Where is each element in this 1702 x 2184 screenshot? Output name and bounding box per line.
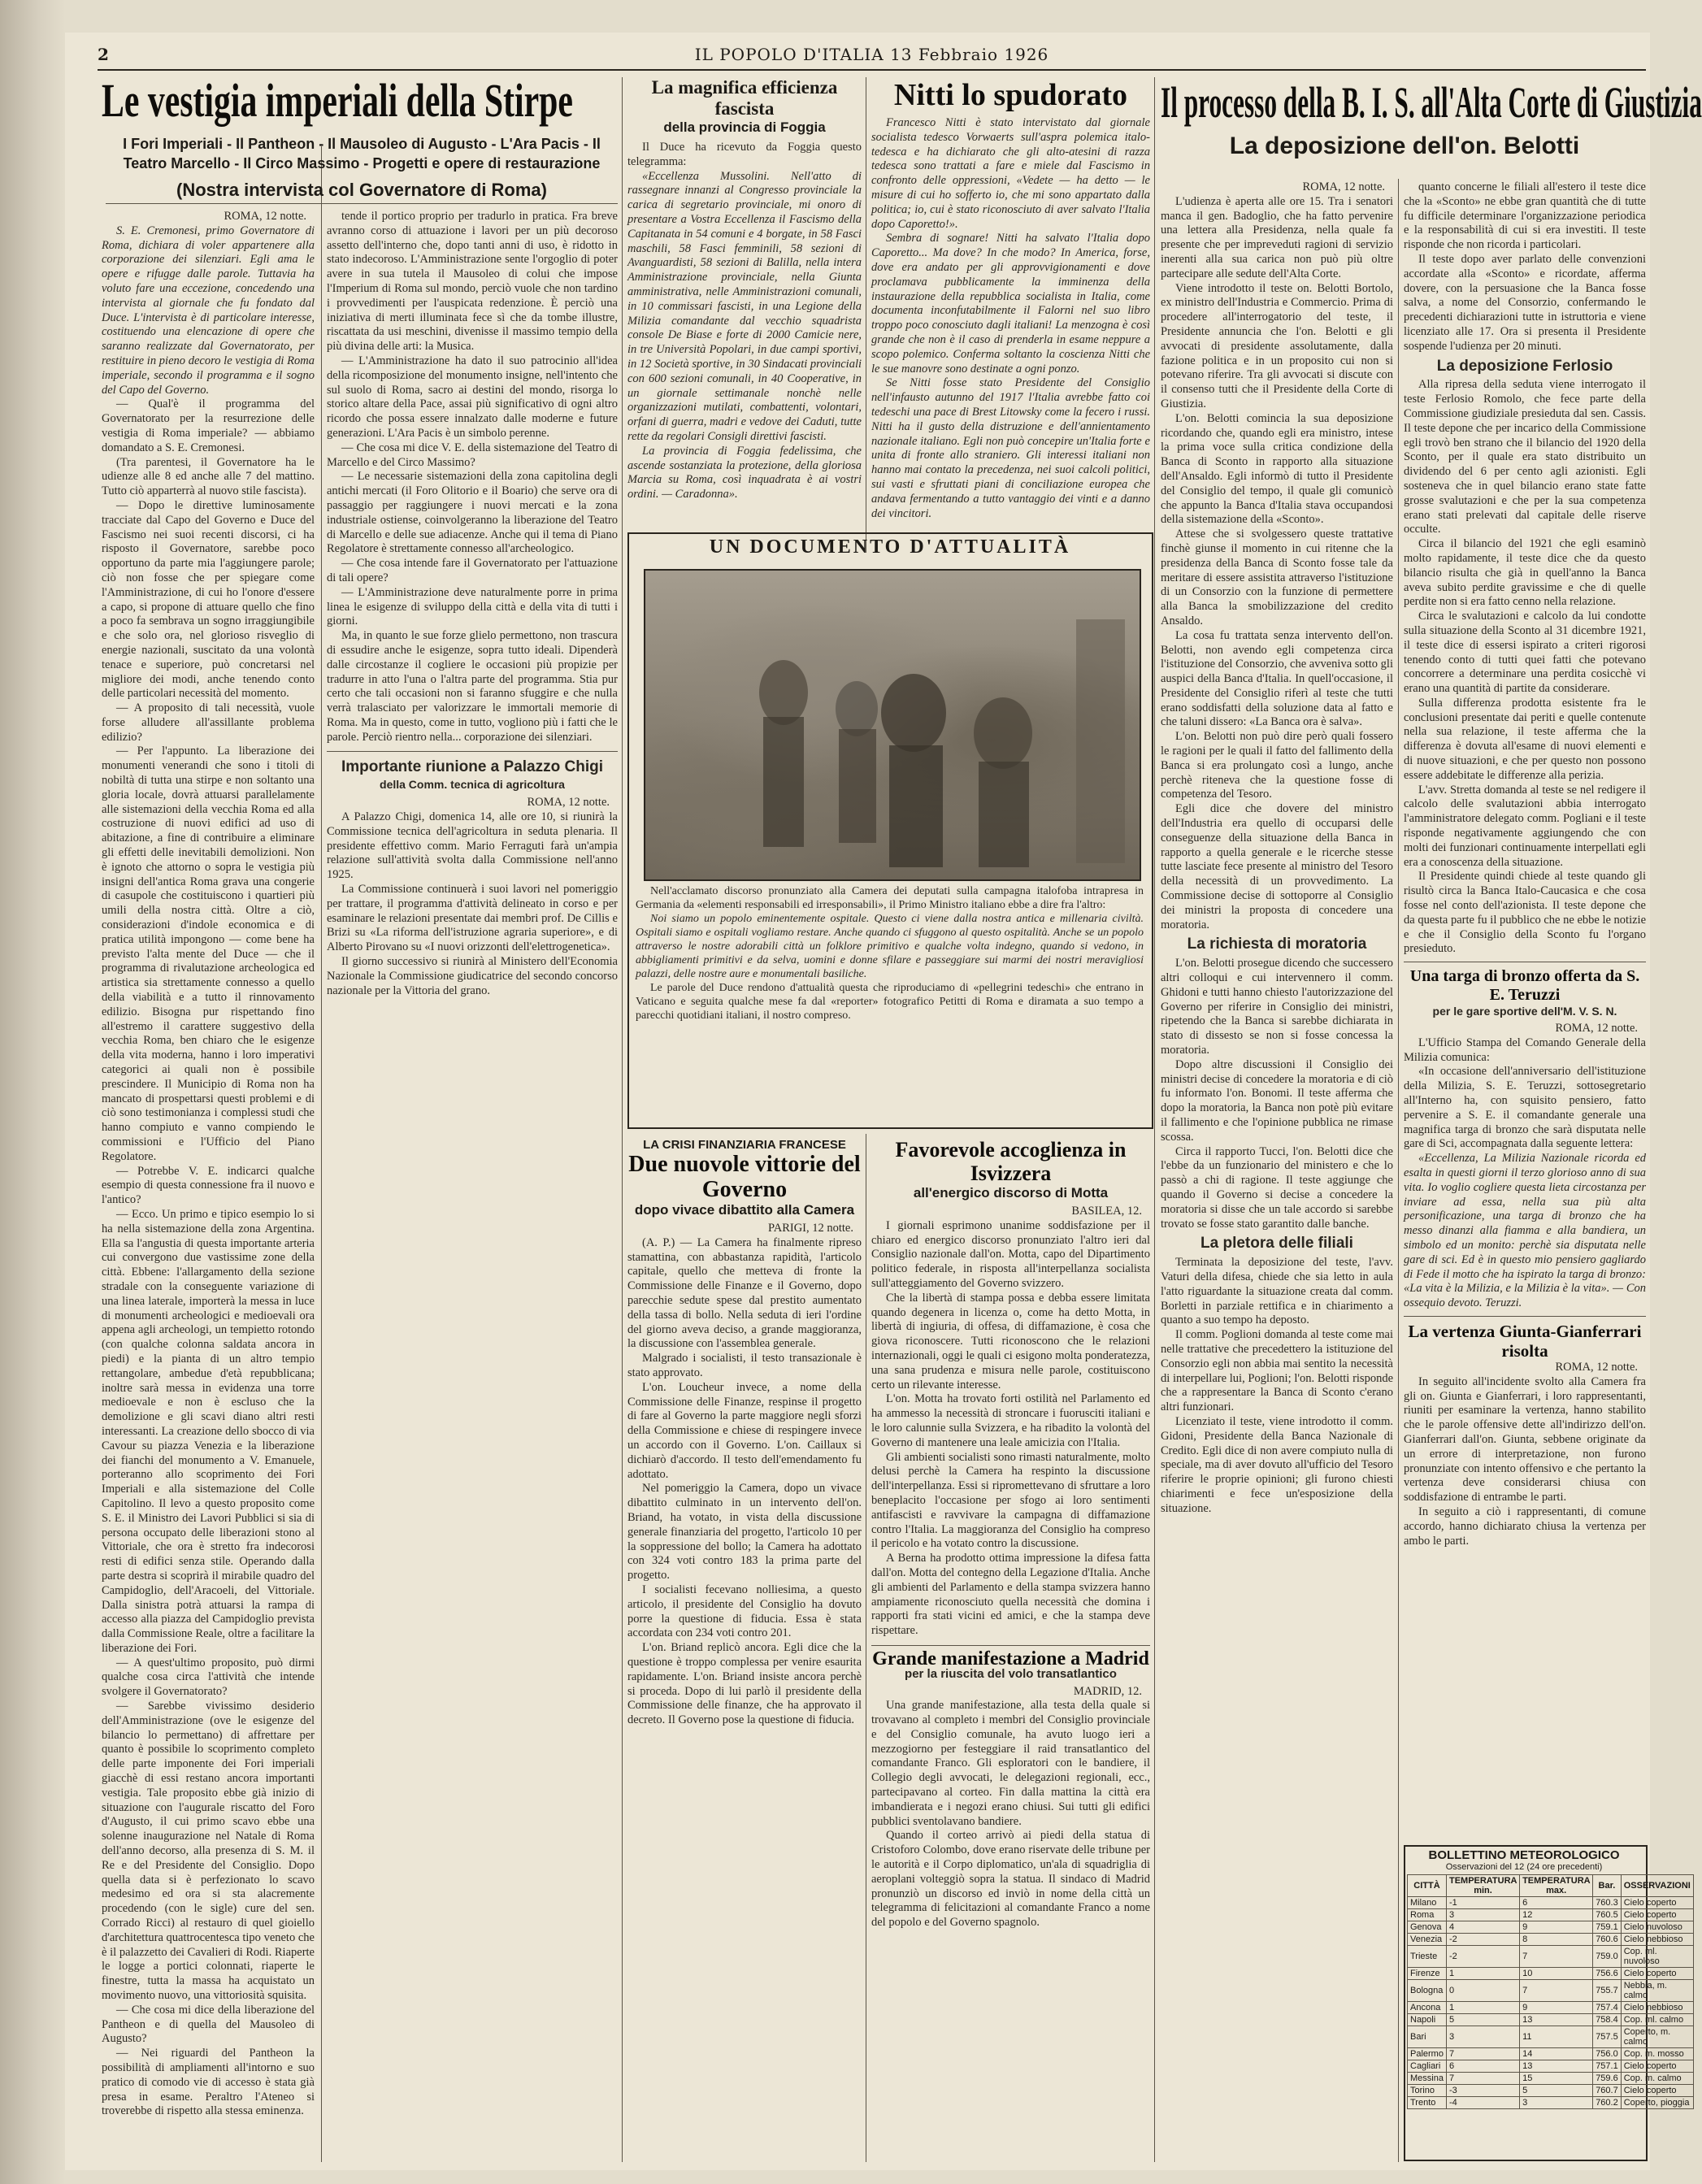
meteo-cell: 13 xyxy=(1520,2060,1593,2073)
paragraph: — Che cosa mi dice V. E. della sistemazione del Teatro di Marcello e del Circo Massimo? xyxy=(327,441,618,469)
meteo-title: BOLLETTINO METEOROLOGICO xyxy=(1428,1848,1620,1862)
meteo-cell: 3 xyxy=(1446,1909,1519,1921)
meteo-cell: 7 xyxy=(1446,2073,1519,2085)
meteo-table xyxy=(1407,1874,1694,2109)
paragraph: Il Duce ha ricevuto da Foggia questo telegramma: xyxy=(627,141,862,168)
vestigia-header xyxy=(102,73,622,228)
masthead-title: IL POPOLO D'ITALIA 13 Febbraio 1926 xyxy=(694,45,1049,64)
meteo-cell: -2 xyxy=(1446,1934,1519,1946)
meteo-row xyxy=(1408,1909,1694,1921)
paragraph: Viene introdotto il teste on. Belotti Bortolo, ex ministro dell'Industria e Commercio. Prima di procedere all'interrogatorio del teste, il Presidente annuncia che l'on. Belotti e gli avvocati di presidente assolutamente, dalla fazione politica e in un proposito cui non si potevano riferire. Tra gli avvocati si discute con il consenso tutti che il Presidente della Corte di Giustizia. xyxy=(1161,281,1393,410)
paragraph: — Che cosa mi dice della liberazione del Pantheon e di quella del Mausoleo di Augusto? xyxy=(102,2003,315,2046)
meteo-cell: Cielo nebbioso xyxy=(1621,2002,1693,2014)
paragraph: Attese che si svolgessero queste trattative finchè giunse il momento in cui ritenne che la presidenza della Banca di Sconto fosse tale da meritare di essere assistita attraverso l'istituzione di un Consorzio con la funzione di permettere alla Banca la smobilizzazione del credito Ansaldo. xyxy=(1161,528,1393,627)
paragraph: L'udienza è aperta alle ore 15. Tra i senatori manca il gen. Badoglio, che ha fatto pervenire una lettera alla Presidenza, nella quale fa presente che per impreveduti ragioni di servizio inerenti alla sua carica non può più oltre partecipare alle sedute dell'Alta Corte. xyxy=(1161,194,1393,280)
meteo-cell: 12 xyxy=(1520,1909,1593,1921)
meteo-cell: 759.1 xyxy=(1593,1921,1622,1934)
meteo-cell: Cop. ml. nuvoloso xyxy=(1621,1946,1693,1968)
dateline: ROMA, 12 notte. xyxy=(1555,1360,1638,1374)
meteo-cell: Roma xyxy=(1408,1909,1447,1921)
meteo-cell: Ancona xyxy=(1408,2002,1447,2014)
paragraph: Circa il bilancio del 1921 che egli esaminò molto rapidamente, il teste dice che da questo bilancio risulta che già in quell'anno la Banca aveva subito perdite gravissime e che di quelle perdite non si era fatto cenno nella relazione. xyxy=(1404,537,1646,609)
photo-figures xyxy=(645,571,1140,879)
bis-header xyxy=(1161,77,1702,179)
paragraph: I socialisti fecevano nolliesima, a questo articolo, il presidente del Consiglio ha dovuto porre la questione di fiducia. Essa è stata accordata con 234 voti contro 201. xyxy=(627,1583,862,1640)
meteo-cell: 6 xyxy=(1520,1897,1593,1909)
svizzera-article xyxy=(871,1138,1150,2162)
meteo-cell: Cagliari xyxy=(1408,2060,1447,2073)
dateline: ROMA, 12 notte. xyxy=(1302,180,1385,193)
meteo-cell: 757.4 xyxy=(1593,2002,1622,2014)
paragraph: — Per l'appunto. La liberazione dei monumenti venerandi che sono i titoli di nobiltà di tutta una stirpe e non soltanto una gloria locale, dovrà attuarsi parallelamente alle sistemazioni della vecchia Roma ed alla costruzione di nuovi edifici ad uso di abitazione, a fine di contribuire a eliminare gli effetti delle inevitabili demolizioni. Non è ignoto che attorno o sopra le vestigia più insigni dell'antica Roma grava una congerie di casupole che costituiscono i quartieri più umili della nostra città. Oltre a ciò, considerazioni d'indole economica e di pratica utilità impongono — come bene ha previsto l'alta mente del Duce — che il programma di rivalutazione archeologica ed artistica sia strettamente connesso a quello della viabilità e a tutto il rinnovamento edilizio. Bisogna pur rispettando fino all'estremo il carattere suggestivo della vecchia Roma, ben chiaro che le esigenze della vita moderna, hanno i loro imperativi categorici ai quali non è possibile prescindere. Il Municipio di Roma non ha mancato di prospettarsi questi problemi e di ciò sono testimonianza i complessi studi che hanno compiuto e vanno compiendo le commissioni e l'Ufficio del Piano Regolatore. xyxy=(102,745,315,1163)
meteo-cell: 0 xyxy=(1446,1980,1519,2002)
dateline: ROMA, 12 notte. xyxy=(1555,1022,1638,1036)
meteo-cell: Firenze xyxy=(1408,1968,1447,1980)
paragraph: In seguito all'incidente svolto alla Camera fra gli on. Giunta e Gianferrari, i loro rappresentanti, riuniti per esaminare la vertenza, hanno stabilito che le parole offensive dette all'indirizzo dell'on. Gianferrari dall'on. Giunta, sebbene originate da un errore di interpretazione, non furono pronunziate con intento offensivo e che pertanto la vertenza deve considerarsi chiusa con soddisfazione di entrambe le parti. xyxy=(1404,1374,1646,1504)
meteo-cell: 5 xyxy=(1446,2014,1519,2026)
paragraph: L'avv. Stretta domanda al teste se nel redigere il calcolo delle svalutazioni abbia interrogato l'amministratore delegato comm. Pogliani e il teste risponde negativamente aggiungendo che con molti dei funzionari continuamente interpellati egli era a conoscenza della situazione. xyxy=(1404,783,1646,869)
meteo-cell: Cop. m. mosso xyxy=(1621,2048,1693,2060)
meteo-cell: 7 xyxy=(1520,1946,1593,1968)
meteo-cell: 11 xyxy=(1520,2026,1593,2048)
meteo-cell: Coperto, pioggia xyxy=(1621,2097,1693,2109)
photo-heading: UN DOCUMENTO D'ATTUALITÀ xyxy=(709,536,1071,558)
vestigia-deck: (Nostra intervista col Governatore di Roma) xyxy=(176,180,547,200)
meteo-cell: 13 xyxy=(1520,2014,1593,2026)
paragraph: Sulla differenza prodotta esistente fra le conclusioni presentate dai periti e quelle contenute nella sua relazione, il teste afferma che la differenza è dovuta all'esame di nuovi elementi e di nuove situazioni, e che per questo non possono essere addebitate le differenze alla perizia. xyxy=(1404,696,1646,782)
paragraph: Sembra di sognare! Nitti ha salvato l'Italia dopo Caporetto... Ma dove? In che modo? In America, forse, dove era andato per gli approvvigionamenti e dove proclamava pubblicamente la imminenza della instaurazione della repubblica socialista in Italia, come documenta inconfutabilmente il Falorni nel suo libro troppo poco conosciuto dagli italiani! La menzogna è così grande che non è il caso di prenderla in esame neppure a scopo polemico. Conferma soltanto la coscienza Nitti che le sue manovre sono destinate a ogni ponzo. xyxy=(871,232,1150,376)
paragraph: «In occasione dell'anniversario dell'istituzione della Milizia, S. E. Teruzzi, sottosegretario all'Interno ha, con squisito pensiero, fatto pervenire a S. E. il comandante generale una magnifica targa di bronzo che sarà disputata nelle gare di Sci, accompagnata dalla seguente lettera: xyxy=(1404,1065,1646,1151)
masthead xyxy=(98,45,1646,71)
meteo-cell: Messina xyxy=(1408,2073,1447,2085)
column-rule xyxy=(622,77,623,2162)
paragraph: — Qual'è il programma del Governatorato per la resurrezione delle vestigia di Roma imperiale? — abbiamo domandato a S. E. Cremonesi. xyxy=(102,397,315,454)
paragraph: Circa il rapporto Tucci, l'on. Belotti dice che l'ebbe da un funzionario del ministero e che lo passò a chi di ragione. Il teste aggiunge che quando il Governo si decise a concedere la moratoria si disse che un tale accordo si sarebbe trovato se fosse stato garantito dalle banche. xyxy=(1161,1144,1393,1231)
column-rule xyxy=(1154,77,1155,2162)
paragraph: Che la libertà di stampa possa e debba essere limitata quando degenera in licenza o, come ha detto Motta, in libertà di ingiuria, di offesa, di diffamazione, è cosa che giova riconoscere. Tutti riconoscono che le relazioni internazionali, oggi le quali ci esigono molta ponderatezza, una sana prudenza e misura nelle parole, costituiscono certo un rilevante interesse. xyxy=(871,1291,1150,1392)
paragraph: «Eccellenza, La Milizia Nazionale ricorda ed esalta in questi giorni il terzo glorioso anno di sua vita. Io voglio cogliere questa lieta circostanza per inviare ad essa, nella sua più alta personificazione, una targa di bronzo che ha messo dinanzi alla fiamma e alla bandiera, un simbolo ed un monito: perchè sia disputata nelle gare di sci. Ed è in questo mio pensiero gagliardo di Fede il motto che ha ispirato la targa di bronzo: «La vita è la Milizia, e la Milizia è la vita». — Con ossequio devoto. Teruzzi. xyxy=(1404,1152,1646,1310)
meteo-cell: Bologna xyxy=(1408,1980,1447,2002)
meteo-body xyxy=(1408,1897,1694,2109)
meteo-cell: 10 xyxy=(1520,1968,1593,1980)
paragraph: Il teste dopo aver parlato delle convenzioni accordate alla «Sconto» e ricordate, afferma dovere, con la persuasione che la Banca fosse salva, a nome del Consorzio, confermando le precedenti dichiarazioni tutte in istruttoria e viene licenziato alle 17. Ora si presenta il Presidente sospende l'udienza per 20 minuti. xyxy=(1404,252,1646,353)
meteo-row xyxy=(1408,1968,1694,1980)
meteo-cell: Torino xyxy=(1408,2085,1447,2097)
meteo-cell: 7 xyxy=(1446,2048,1519,2060)
paragraph: — L'Amministrazione deve naturalmente porre in prima linea le esigenze di sviluppo della città e della vita di tutti i giorni. xyxy=(327,585,618,628)
dateline: ROMA, 12 notte. xyxy=(527,796,610,810)
paragraph: (Tra parentesi, il Governatore ha le udienze alle 8 ed anche alle 7 del mattino. Tutto ciò apparterrà al nuovo stile fascista). xyxy=(102,455,315,498)
meteo-cell: Palermo xyxy=(1408,2048,1447,2060)
nitti-article xyxy=(871,77,1150,557)
meteo-header-cell: TEMPERATURA min. xyxy=(1446,1875,1519,1897)
meteo-row xyxy=(1408,2073,1694,2085)
meteo-row xyxy=(1408,1921,1694,1934)
caption-quote: Noi siamo un popolo eminentemente ospitale. Questo ci viene dalla nostra antica e millenaria civiltà. Ospitali siamo e ospitali vogliamo restare. Anche quando ci sfuggono al questo ospitalità. Anche se un popolo attraverso le nostre adorabili città un folklore primitivo e qualche volta indegno, quando si vedono, in abbigliamenti primitivi e da selva, uomini e donne sfilare e passeggiare sui marmi dei nostri meravigliosi palazzi, delle nostre aure e monumentali basiliche. xyxy=(636,913,1144,980)
meteo-cell: 756.6 xyxy=(1593,1968,1622,1980)
column-rule xyxy=(1398,179,1399,2162)
meteo-cell: Milano xyxy=(1408,1897,1447,1909)
meteo-cell: 757.5 xyxy=(1593,2026,1622,2048)
paragraph: — A proposito di tali necessità, vuole forse alludere all'assillante problema edilizio? xyxy=(102,701,315,744)
pilgrims-photo xyxy=(644,569,1141,881)
paragraph: L'on. Belotti prosegue dicendo che successero altri colloqui e cui intervennero il comm. Ghidoni e tutti hanno chiesto l'autorizzazione del Governo per riferire in Consiglio dei ministri, ripetendo che la Banca si sarebbe dichiarata in stato di dissesto se non si fosse concessa la moratoria. xyxy=(1161,957,1393,1057)
meteo-cell: Cielo coperto xyxy=(1621,2060,1693,2073)
meteo-cell: 8 xyxy=(1520,1934,1593,1946)
meteo-cell: 760.2 xyxy=(1593,2097,1622,2109)
meteo-cell: 9 xyxy=(1520,1921,1593,1934)
meteo-cell: Cielo coperto xyxy=(1621,1897,1693,1909)
paragraph: Nel pomeriggio la Camera, dopo un vivace dibattito culminato in un intervento dell'on. Briand, ha votato, in vista della discussione generale finanziaria del progetto, l'articolo 10 per la soppressione del bollo; la Camera ha adottato con 324 voti contro 183 la prima parte del progetto. xyxy=(627,1482,862,1583)
right-column xyxy=(1404,180,1646,1839)
meteo-cell: 759.6 xyxy=(1593,2073,1622,2085)
paragraph: L'on. Belotti comincia la sua deposizione ricordando che, quando egli era ministro, intese la prima voce sulla critica condizione della Banca di Sconto in rapporto alla situazione dell'Ansaldo. Egli informò di tutto il Presidente del Consiglio del tempo, il quale gli comunicò che appunto la Banca d'Italia stava occupandosi della sistemazione della «Sconto». xyxy=(1161,411,1393,527)
meteo-cell: 3 xyxy=(1520,2097,1593,2109)
paragraph: Una grande manifestazione, alla testa della quale si trovavano al completo i membri del Consiglio provinciale e del Consiglio comunale, ha avuto luogo ieri a mezzogiorno per festeggiare il raid transatlantico del comandante Franco. Gli esploratori con le bandiere, il Collegio degli avvocati, le delegazioni regionali, ecc., partecipavano al corteo. Fin dalla mattina la città era imbandierata e i negozi erano chiusi. Sui tutti gli edifici pubblici sventolavano bandiere. xyxy=(871,1699,1150,1828)
column-rule xyxy=(321,146,322,2162)
chigi-headline: Importante riunione a Palazzo Chigi xyxy=(341,758,603,776)
paragraph: A Berna ha prodotto ottima impressione la difesa fatta dall'on. Motta del contegno della Legazione d'Italia. Anche gli ambienti del Parlamento e della stampa svizzera hanno ampiamente riconosciuto quella necessità che domina i rapporti fra stati vicini ed amici, e che la stampa deve rispettare. xyxy=(871,1552,1150,1638)
paragraph: Circa le svalutazioni e calcolo da lui condotte sulla situazione della Sconto al 31 dicembre 1921, il teste dice di essersi ispirato a criteri rigorosi tenendo conto di tutti quei fatti che potevano concorrere a determinare una perdita cosicchè vi erano una quantità di partite da considerare. xyxy=(1404,610,1646,696)
francia-article xyxy=(627,1138,862,2162)
binding-shadow xyxy=(0,0,65,2184)
caption-paragraph: Le parole del Duce rendono d'attualità questa che riproduciamo di «pellegrini tedeschi» che entrano in Vaticano e seguita qualche mese fa dal «reporter» fotografico Petitti di Roma e diramata a suo tempo a parecchi quotidiani italiani, il nostro compreso. xyxy=(636,982,1144,1022)
meteo-cell: 760.3 xyxy=(1593,1897,1622,1909)
meteo-cell: 1 xyxy=(1446,1968,1519,1980)
meteo-cell: 9 xyxy=(1520,2002,1593,2014)
meteo-cell: 7 xyxy=(1520,1980,1593,2002)
filiali-heading: La pletora delle filiali xyxy=(1201,1235,1353,1253)
vestigia-column-1 xyxy=(102,210,315,2160)
separator xyxy=(327,751,618,752)
paragraph: — Dopo le direttive luminosamente tracciate dal Capo del Governo e Duce del Fascismo nei suoi recenti discorsi, ci ha risposto il Governatore, sarebbe poco opportuno da parte mia l'aggiungere parole; ciò non fosse che per spiegare come l'Amministrazione, di cui ho l'onore d'essere a capo, si propone di attuare quello che fino a poco fa sembrava un sogno irraggiungibile e che solo ora, nel glorioso risveglio di energie nazionali, suscitato da una volontà tenace e superiore, può concretarsi nel migliore dei modi, anche tenendo conto delle particolari necessità del momento. xyxy=(102,498,315,701)
paragraph: L'on. Loucheur invece, a nome della Commissione delle Finanze, respinse il progetto di fare al Governo la parte maggiore negli sforzi della Commissione e chiese di respingere invece un accordo con il Governo. L'on. Caillaux si dichiarò d'accordo. Il testo dell'emendamento fu adottato. xyxy=(627,1380,862,1481)
meteo-cell: 3 xyxy=(1446,2026,1519,2048)
paragraph: Se Nitti fosse stato Presidente del Consiglio nell'infausto autunno del 1917 l'Italia avrebbe fatto coi tedeschi una pace di Brest Litowsky come la fecero i russi. Nitti ha il gusto della distruzione e dell'annientamento nazionale italiano. Egli non può concepire un'Italia forte e unita di fronte allo straniero. Gli interessi italiani non hanno mai contato la precedenza, nei suoi calcoli politici, sui vasti e sfruttati piani di conciliazione europea che andava fermentando a tutto vantaggio dei vinti e a danno dei vincitori. xyxy=(871,376,1150,520)
paragraph: — Sarebbe vivissimo desiderio dell'Amministrazione (ove le esigenze del bilancio lo permettano) di affrettare per quanto è possibile lo scoprimento completo delle parte imponente dei Fori imperiali giacchè di essi restano ancora importanti vestigia. Tale proposito ebbe già inizio di situazione con l'augurale riscatto del Foro d'Augusto, il cui primo scavo ebbe una solenne inaugurazione nel Natale di Roma dell'anno decorso, alla presenza di S. M. il Re e del Presidente del Consiglio. Dopo quella data si è perfezionato lo scavo medesimo ed ora si sta alacremente procedendo (con le sigle) cure del sen. Corrado Ricci) al restauro di quel gioiello d'architettura quattrocentesca tipo veneto che è il palazzetto dei Cavalieri di Rodi. Riaperte le logge a portici colonnati, riaperte le finestre, tutta la massa ha acquistato un movimento nuovo, una vittoriosità squisita. xyxy=(102,1700,315,2003)
meteo-cell: Cop. ml. calmo xyxy=(1621,2014,1693,2026)
foggia-headline: La magnifica efficienza fascista xyxy=(651,77,838,119)
paragraph: — L'Amministrazione ha dato il suo patrocinio all'idea della ricomposizione del monumento insigne, nell'intento che sul suolo di Roma, sacro ai destini del mondo, risorga lo storico altare della Pace, assai più significativo di ogni altro ricordo che possa essere innalzato dalle moderne e future generazioni. L'Ara Pacis è un simbolo perenne. xyxy=(327,354,618,440)
vestigia-subheadline: I Fori Imperiali - Il Pantheon - Il Mausoleo di Augusto - L'Ara Pacis - Il Teatro Marcello - Il Circo Massimo - Progetti e opere di restaurazione xyxy=(123,136,601,172)
meteo-subtitle: Osservazioni del 12 (24 ore precedenti) xyxy=(1445,1862,1603,1872)
paragraph: Terminata la deposizione del teste, l'avv. Vaturi della difesa, chiede che sia letto in aula l'atto riguardante la situazione creata dal comm. Borletti in parziale rettifica e in chiarimento a quanto a suo tempo ha deposto. xyxy=(1161,1256,1393,1327)
dateline: MADRID, 12. xyxy=(1073,1684,1142,1698)
paragraph: Il comm. Poglioni domanda al teste come mai nelle trattative che precedettero la istituzione del Consorzio egli non abbia mai sentito la necessità di interpellare lui, Poglioni; l'on. Belotti risponde che a rappresentare la Banca di Sconto c'erano altri funzionari. xyxy=(1161,1328,1393,1414)
meteo-cell: Cielo coperto xyxy=(1621,1909,1693,1921)
meteo-cell: -3 xyxy=(1446,2085,1519,2097)
bis-subheadline: La deposizione dell'on. Belotti xyxy=(1229,132,1580,159)
meteo-cell: 757.1 xyxy=(1593,2060,1622,2073)
meteo-header-cell: CITTÀ xyxy=(1408,1875,1447,1897)
paragraph: In seguito a ciò i rappresentanti, di comune accordo, hanno dichiarato chiusa la vertenza per ambo le parti. xyxy=(1404,1504,1646,1548)
paragraph: Dopo altre discussioni il Consiglio dei ministri decise di concedere la moratoria e di ciò fu informato l'on. Bonomi. Il teste afferma che dopo la moratoria, la Banca non potè più evitare il fallimento e che l'opinione pubblica ne rimase scossa. xyxy=(1161,1057,1393,1144)
meteo-cell: 14 xyxy=(1520,2048,1593,2060)
paragraph: L'on. Belotti non può dire però quali fossero le ragioni per le quali il fatto del fallimento della Banca si era prolungato così a lungo, anche perchè riteneva che la questione fosse di competenza del Tesoro. xyxy=(1161,730,1393,801)
paragraph: — A quest'ultimo proposito, può dirmi qualche cosa circa l'attività che intende svolgere il Governatorato? xyxy=(102,1656,315,1699)
paragraph: (A. P.) — La Camera ha finalmente ripreso stamattina, con abbastanza rapidità, l'articolo capitale, quello che metteva di fronte la Commissione delle Finanze e il Governo, dopo parecchie sedute spese dal prestito aumentato della tassa di bollo. Nella seduta di ieri l'ordine del giorno aveva deciso, a grande maggioranza, la discussione con l'assemblea generale. xyxy=(627,1235,862,1351)
francia-kicker: LA CRISI FINANZIARIA FRANCESE xyxy=(643,1138,846,1152)
caption-paragraph: Nell'acclamato discorso pronunziato alla Camera dei deputati sulla campagna italofoba intrapresa in Germania da «elementi responsabili ed irresponsabili», il Primo Ministro italiano ebbe a dire fra l'altro: xyxy=(636,885,1144,911)
paragraph: L'on. Motta ha trovato forti ostilità nel Parlamento ed ha ammesso la necessità di stroncare i fuorusciti italiani e le loro calunnie sulla Svizzera, e ha ribadito la volontà del Governo di mantenere una leale amicizia con l'Italia. xyxy=(871,1392,1150,1449)
madrid-headline: Grande manifestazione a Madrid xyxy=(872,1648,1149,1669)
meteo-row xyxy=(1408,1980,1694,2002)
meteo-cell: -1 xyxy=(1446,1897,1519,1909)
vestigia-headline: Le vestigia imperiali della Stirpe xyxy=(102,74,573,127)
foggia-subheadline: della provincia di Foggia xyxy=(663,119,826,135)
paragraph: — Nei riguardi del Pantheon la possibilità di ampliamenti all'intorno e suo pratico di comodo vie di accesso è stata già presa in esame. Peraltro l'Ateneo si troverebbe di rispetto alla stessa eminenza. xyxy=(102,2047,315,2118)
bis-column xyxy=(1161,180,1393,2160)
separator xyxy=(871,1645,1150,1646)
meteo-row xyxy=(1408,2026,1694,2048)
svizzera-headline: Favorevole accoglienza in Isvizzera xyxy=(895,1138,1127,1185)
meteo-header-cell: TEMPERATURA max. xyxy=(1520,1875,1593,1897)
paragraph: Ma, in quanto le sue forze glielo permettono, non trascura di essudire anche le esigenze, sopra tutto ideali. Dipenderà dalle circostanze il cogliere le occasioni più propizie per tradurre in atto l'una o l'altra parte del programma. Stia pur certo che tali occasioni non si faranno sfuggire e che nulla verrà tralasciato per valorizzare le immortali memorie di Roma. Ma in questo, come in tutto, vogliono più i fatti che le parole. Perciò rientro nella... corporazione dei silenziari. xyxy=(327,629,618,744)
nitti-headline: Nitti lo spudorato xyxy=(893,78,1128,112)
paragraph: La Commissione continuerà i suoi lavori nel pomeriggio per trattare, il programma d'attività delineato in corso e per esaminare le relazioni presentate dai membri prof. De Cillis e Brizi su «La riforma dell'istruzione agraria superiore», e di Alberto Pirovano su «I nuovi orizzonti dell'elettrogenetica». xyxy=(327,883,618,954)
meteo-cell: Cop. m. calmo xyxy=(1621,2073,1693,2085)
meteo-cell: Nebbia, m. calmo xyxy=(1621,1980,1693,2002)
ferlosio-heading: La deposizione Ferlosio xyxy=(1436,357,1613,375)
paragraph: — Le necessarie sistemazioni della zona capitolina degli antichi mercati (il Foro Olitorio e il Boario) che serve ora di passaggio per raggiungere i nuovi mercati e la zona industriale ostiense, coinvolgeranno la liberazione del Teatro di Marcello e delle sue adiacenze. Anche qui il tema di Piano Regolatore è strettamente connesso all'archeologico. xyxy=(327,470,618,556)
paragraph: — Ecco. Un primo e tipico esempio lo si ha nella sistemazione della zona Argentina. Ella sa l'angustia di questa importante arteria cui convergono due vastissime zone della città. Ebbene: l'allargamento della sezione stradale con la conseguente variazione di una linea laterale, importerà la messa in luce di monumenti archeologici e medioevali ora appena agli archeologi, un tempietto rotondo (con qualche colonna saldata ancora in piedi) e la pianta di un altro tempio rettangolare, ambedue d'età repubblicana; inoltre sarà messa in evidenza una torre medioevale e non è escluso che la demolizione e gli scavi diano altri resti interessanti. La creazione dello sbocco di via Cavour su piazza Venezia e la liberazione dei fianchi del monumento a V. Emanuele, porteranno allo scoprimento dei Fori Imperiali e alla sistemazione del Colle Capitolino. Il levo a questo proposito come S. E. il Ministro dei Lavori Pubblici si sia di persona occupato delle liberazioni stono al Vittoriale, che ora è stretto fra indecorosi resti di edifici senza stile. Operando dalla parte destra si scoprirà il mirabile quadro del Campidoglio, dell'Aracoeli, del Vittoriale. Dalla sinistra potrà attuarsi la rampa di accesso alla piazza del Campidoglio prevista dalla Commissione Reale, oltre a facilitare la liberazione dei Fori. xyxy=(102,1207,315,1655)
meteo-cell: 760.7 xyxy=(1593,2085,1622,2097)
moratoria-heading: La richiesta di moratoria xyxy=(1187,936,1367,953)
vertenza-headline: La vertenza Giunta-Gianferrari risolta xyxy=(1408,1321,1642,1361)
foggia-article xyxy=(627,77,862,557)
meteo-cell: Venezia xyxy=(1408,1934,1447,1946)
madrid-subheadline: per la riuscita del volo transatlantico xyxy=(905,1666,1117,1681)
meteo-cell: Cielo nuvoloso xyxy=(1621,1921,1693,1934)
bis-headline: Il processo della B. I. S. all'Alta Corte di Giustizia xyxy=(1161,78,1702,127)
meteo-header-row xyxy=(1408,1875,1694,1897)
meteo-cell: Genova xyxy=(1408,1921,1447,1934)
meteo-cell: Trento xyxy=(1408,2097,1447,2109)
telegram: «Eccellenza Mussolini. Nell'atto di rassegnare innanzi al Congresso provinciale la carica di segretario provinciale, mi onoro di presentare a Vostra Eccellenza il Fascismo della Capitanata in 54 comuni e 4 borgate, in 58 Fasci maschili, 58 Fasci femminili, 58 sezioni di Avanguardisti, 58 sezioni di Balilla, nella intera Amministrazione provinciale, nella Giunta amministrativa, nelle Amministrazioni comunali, in 10 commissari fascisti, in una Legione della Milizia comandante dal vecchio squadrista console De Biase e forte di 2000 Camicie nere, in tre Università Popolari, in due campi sportivi, in 12 Società sportive, in 30 Sindacati provinciali con 600 sezioni comunali, in 40 Cooperative, in un giornale settimanale nonchè nelle organizzazioni mutilati, combattenti, volontari, orfani di guerra, madri e vedove dei Caduti, tutte rette da regolari Consigli direttivi fascisti. xyxy=(627,169,862,443)
paragraph: quanto concerne le filiali all'estero il teste dice che la «Sconto» ne ebbe gran quantità che di tutte fu difficile determinare l'organizzazione periodica e la responsabilità di cui si era investiti. Il teste risponde che non ricorda i particolari. xyxy=(1404,180,1646,252)
chigi-subheadline: della Comm. tecnica di agricoltura xyxy=(380,778,565,792)
meteo-header-cell: OSSERVAZIONI xyxy=(1621,1875,1693,1897)
dateline: ROMA, 12 notte. xyxy=(224,210,306,223)
telegram: La provincia di Foggia fedelissima, che ascende sostanziata la protezione, della gloriosa Marcia su Roma, così inquadrata è ai vostri ordini. — Caradonna». xyxy=(627,444,862,501)
meteo-cell: 760.5 xyxy=(1593,1909,1622,1921)
paragraph: Gli ambienti socialisti sono rimasti naturalmente, molto delusi perchè la Camera ha respinto la discussione dell'interpellanza. Essi si ripromettevano di sfruttare a loro beneplacito l'occasione per sfogo ai loro sentimenti antifascisti e ravvivare la campagna di diffamazione contro l'Italia. La maggioranza del Consiglio ha compreso il pericolo e ha votato contro la discussione. xyxy=(871,1450,1150,1551)
paragraph: Il giorno successivo si riunirà al Ministero dell'Economia Nazionale la Commissione giudicatrice del secondo concorso nazionale per la Vittoria del grano. xyxy=(327,955,618,997)
meteo-bulletin xyxy=(1407,1848,1691,2156)
paragraph: — Potrebbe V. E. indicarci qualche esempio di questa connessione fra il nuovo e l'antico? xyxy=(102,1164,315,1207)
meteo-cell: -2 xyxy=(1446,1946,1519,1968)
dateline: PARIGI, 12 notte. xyxy=(768,1222,853,1235)
paragraph: Francesco Nitti è stato intervistato dal giornale socialista tedesco Vorwaerts sull'aspra polemica italo-tedesca e ha dichiarato che gli alto-atesini di razza tedesca sono trattati a fare e miele dal Fascismo in confronto delle oppressioni, «Vedete — ha detto — le misure di cui ho sofferto io, che mi sono appartato dalla politica; io, cui è stato riconosciuto di aver salvato l'Italia dopo Caporetto!». xyxy=(871,116,1150,231)
meteo-cell: 759.0 xyxy=(1593,1946,1622,1968)
photo-caption xyxy=(636,884,1144,1124)
page-number: 2 xyxy=(98,45,109,64)
paragraph: A Palazzo Chigi, domenica 14, alle ore 10, si riunirà la Commissione tecnica dell'agricoltura in seduta plenaria. Il presidente effettivo comm. Mario Ferraguti farà un'ampia relazione sull'attività svolta dalla Commissione nell'anno 1925. xyxy=(327,810,618,882)
meteo-cell: Cielo nebbioso xyxy=(1621,1934,1693,1946)
meteo-cell: 4 xyxy=(1446,1921,1519,1934)
meteo-cell: 760.6 xyxy=(1593,1934,1622,1946)
meteo-cell: 1 xyxy=(1446,2002,1519,2014)
paragraph: — Che cosa intende fare il Governatorato per l'attuazione di tali opere? xyxy=(327,557,618,584)
paragraph: Quando il corteo arrivò ai piedi della statua di Cristoforo Colombo, dove erano riservate delle tribune per le autorità e il Corpo diplomatico, un'ala di squadriglia di aeroplani volteggiò sopra la statua. Il sindaco di Madrid pronunziò un discorso ed inviò in nome della città un telegramma di felicitazioni al comandante Franco a nome del popolo e del Governo spagnolo. xyxy=(871,1829,1150,1930)
meteo-cell: Cielo coperto xyxy=(1621,2085,1693,2097)
meteo-row xyxy=(1408,1934,1694,1946)
separator xyxy=(1404,1316,1646,1317)
meteo-cell: Napoli xyxy=(1408,2014,1447,2026)
francia-subheadline: dopo vivace dibattito alla Camera xyxy=(634,1202,855,1218)
meteo-row xyxy=(1408,1946,1694,1968)
meteo-row xyxy=(1408,1897,1694,1909)
paragraph: I giornali esprimono unanime soddisfazione per il chiaro ed energico discorso pronunziato l'altro ieri dal Consiglio nazionale dall'on. Motta, capo del Dipartimento politico federale, in risposta all'interpellanza socialista sull'atteggiamento del Governo svizzero. xyxy=(871,1218,1150,1290)
paragraph: Il Presidente quindi chiede al teste quando gli risultò circa la Banca Italo-Caucasica e che cosa fosse nel conto dell'azionista. Il teste depone che da questa parte fu il pubblico che ne ebbe le notizie e che il Consiglio della Sconto fu l'organo presieduto. xyxy=(1404,870,1646,956)
paragraph: Egli dice che dovere del ministro dell'Industria era quello di occuparsi delle conseguenze della situazione della Banca in rapporto a quella generale e le ricerche stesse tutte lasciate fece presente al ministro del Tesoro della necessità di un provvedimento. La Commissione decise di sottoporre al Consiglio dei ministri la proposta di concedere una moratoria. xyxy=(1161,802,1393,931)
meteo-row xyxy=(1408,2085,1694,2097)
meteo-cell: 5 xyxy=(1520,2085,1593,2097)
meteo-row xyxy=(1408,2014,1694,2026)
meteo-row xyxy=(1408,2002,1694,2014)
paragraph: L'Ufficio Stampa del Comando Generale della Milizia comunica: xyxy=(1404,1036,1646,1064)
vestigia-column-2 xyxy=(327,210,618,2160)
meteo-cell: Coperto, m. calmo xyxy=(1621,2026,1693,2048)
meteo-cell: Cielo coperto xyxy=(1621,1968,1693,1980)
targa-headline: Una targa di bronzo offerta da S. E. Teruzzi xyxy=(1409,967,1640,1005)
dateline: BASILEA, 12. xyxy=(1071,1205,1142,1218)
meteo-cell: 758.4 xyxy=(1593,2014,1622,2026)
svizzera-subheadline: all'energico discorso di Motta xyxy=(913,1185,1109,1201)
meteo-cell: -4 xyxy=(1446,2097,1519,2109)
meteo-header-cell: Bar. xyxy=(1593,1875,1622,1897)
meteo-cell: 6 xyxy=(1446,2060,1519,2073)
lede: S. E. Cremonesi, primo Governatore di Roma, dichiara di voler appartenere alla corporazione dei silenziari. Egli ama le opere e rifugge dalle parole. Tuttavia ha voluto fare una eccezione, concedendo una intervista al giornale che fu fondato dal Duce. L'intervista è di particolare interesse, costituendo una elencazione di opere che saranno realizzate dal Governatorato, per restituire in pieno decoro le vestigia di Roma imperiale, secondo il programma e il sogno del Capo del Governo. xyxy=(102,224,315,397)
meteo-row xyxy=(1408,2048,1694,2060)
meteo-cell: Bari xyxy=(1408,2026,1447,2048)
meteo-row xyxy=(1408,2060,1694,2073)
meteo-cell: Trieste xyxy=(1408,1946,1447,1968)
meteo-row xyxy=(1408,2097,1694,2109)
paragraph: Malgrado i socialisti, il testo transazionale è stato approvato. xyxy=(627,1352,862,1379)
paragraph: L'on. Briand replicò ancora. Egli dice che la questione è troppo complessa per venire esaurita rapidamente. L'on. Briand insiste ancora perchè si proceda. Dopo di lui parlò il presidente della Commissione delle finanze, che ha approvato il decreto. Il Governo pose la questione di fiducia. xyxy=(627,1641,862,1727)
separator xyxy=(106,203,618,204)
paragraph: tende il portico proprio per tradurlo in pratica. Fra breve avranno corso di attuazione i lavori per un più decoroso assetto dell'interno che, dopo tanti anni di uso, è ridotto in stato indecoroso. L'Amministrazione sente l'orgoglio di poter avere in sua tutela il Mausoleo di colui che impose l'Imperium di Roma sul mondo, perciò vuole che non tardino i provvedimenti per l'auspicata redenzione. È perciò una iniziativa di merti illuminata fece sì che da tombe illustre, riscattata da usi meschini, divenisse il massimo tempio della più divina delle arti: la Musica. xyxy=(327,210,618,354)
targa-subheadline: per le gare sportive dell'M. V. S. N. xyxy=(1432,1005,1617,1018)
meteo-cell: 15 xyxy=(1520,2073,1593,2085)
francia-headline: Due nuovole vittorie del Governo xyxy=(628,1152,861,1202)
paragraph: La cosa fu trattata senza intervento dell'on. Belotti, non avendo egli competenza circa l'istituzione del Consorzio, che avveniva sotto gli auspici della Banca d'Italia. In quell'occasione, il Presidente del Consiglio riferì al teste che tutti erano soddisfatti della soluzione data al fatto e che taluni dissero: «La Banca ora è salva». xyxy=(1161,628,1393,729)
photo-heading-box xyxy=(634,536,1146,569)
paragraph: Licenziato il teste, viene introdotto il comm. Gidoni, Presidente della Banca Nazionale di Credito. Egli dice di non avere compiuto nulla di speciale, ma di aver dovuto all'ufficio del Tesoro riferire le proprie opinioni; gli furono chiesti chiarimenti e fece un'esposizione della situazione. xyxy=(1161,1414,1393,1515)
meteo-cell: 756.0 xyxy=(1593,2048,1622,2060)
paragraph: Alla ripresa della seduta viene interrogato il teste Ferlosio Romolo, che fece parte della Commissione giudiziale presieduta dal sen. Cassis. Il teste depone che per incarico della Commissione egli trovò ben strano che il bilancio del 1920 della Sconto, per il quale era stato distribuito un dividendo del 6 per cento agli azionisti. Egli sosteneva che in quel bilancio erano state fatte grosse svalutazioni e che per la sua competenza erano stati prelevati dal capitale delle riserve occulte. xyxy=(1404,378,1646,536)
meteo-cell: 755.7 xyxy=(1593,1980,1622,2002)
